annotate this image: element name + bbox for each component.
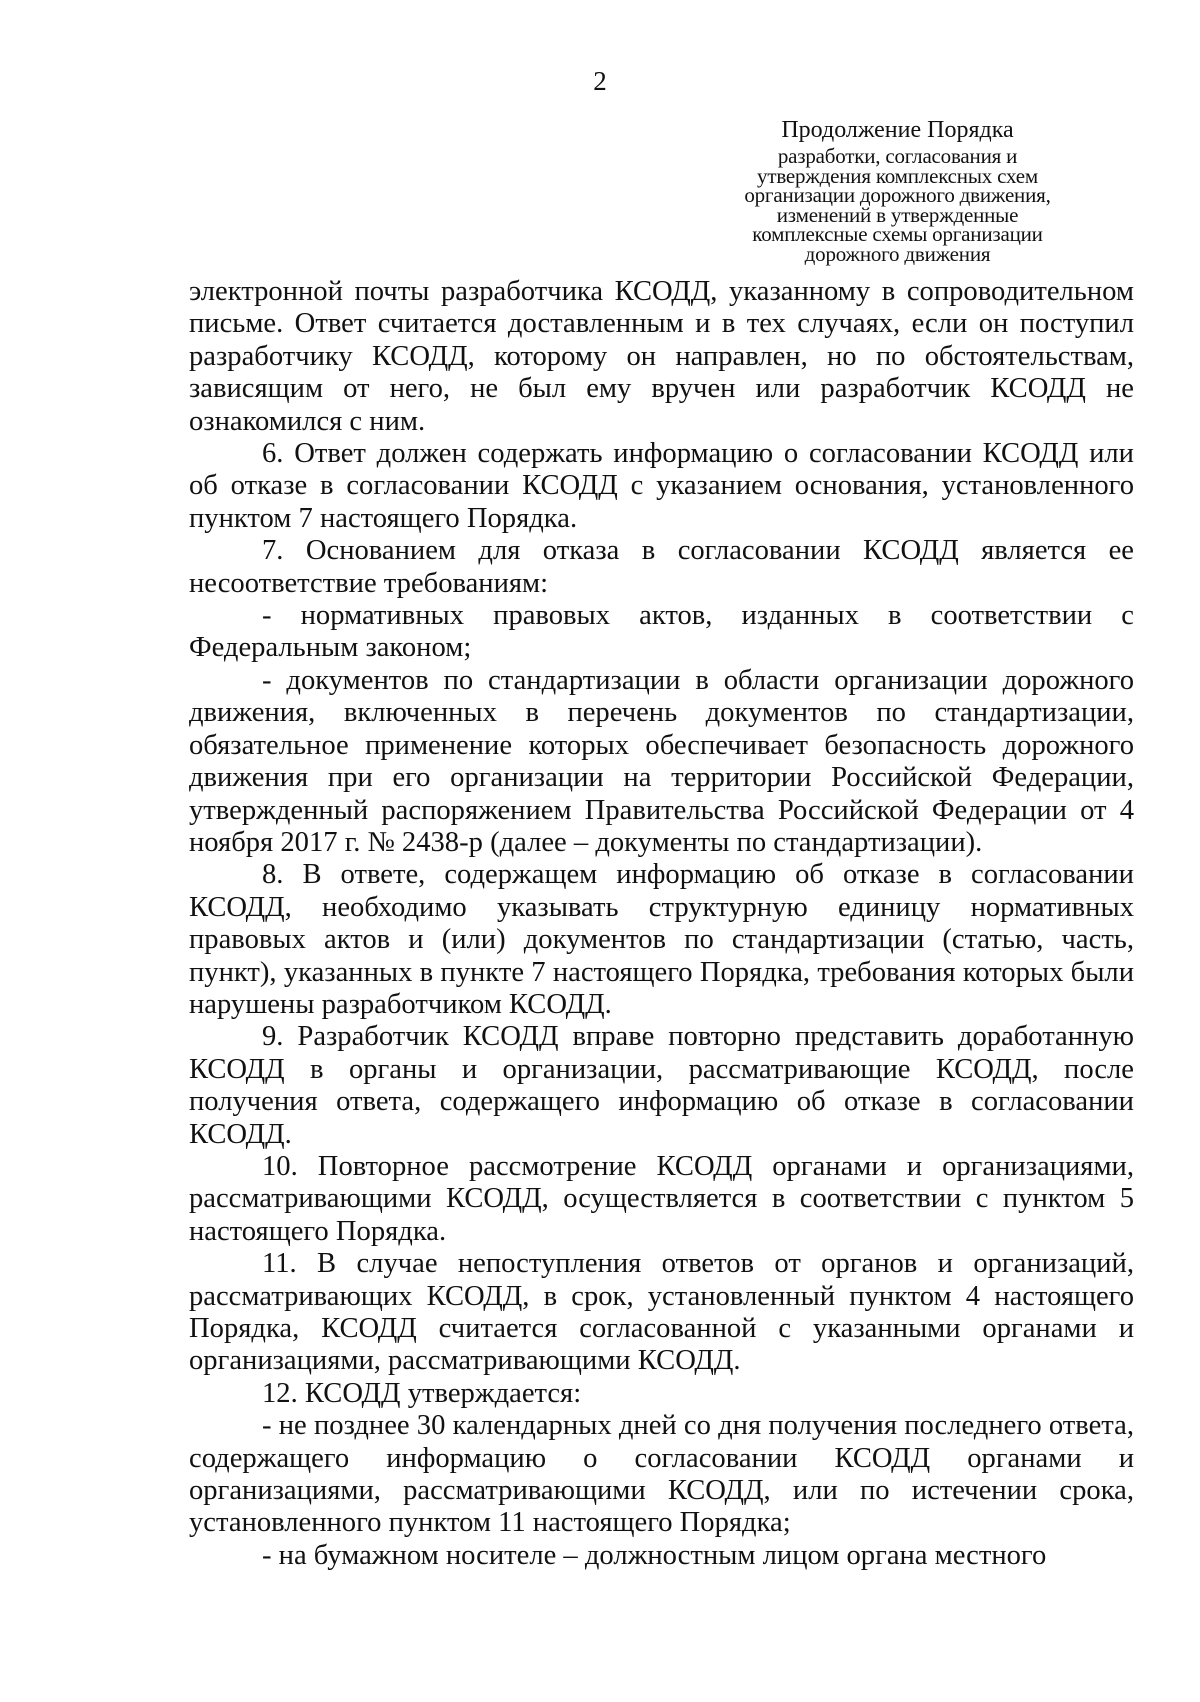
paragraph-item-8: 8. В ответе, содержащем информацию об отказе в согласовании КСОДД, необходимо указывать структурную единицу нормативных правовых актов и (или) документов по стандартизации (статью, часть, пункт), указанных в пункте 7 настоящего Порядка, требования которых были нарушены разработчиком КСОДД.: [189, 859, 1134, 1020]
document-header: [725, 116, 1070, 264]
paragraph-bullet: - на бумажном носителе – должностным лицом органа местного: [262, 1539, 1047, 1571]
page-number: 2: [593, 66, 607, 96]
paragraph-item-10: 10. Повторное рассмотрение КСОДД органами и организациями, рассматривающими КСОДД, осуществляется в соответствии с пунктом 5 настоящего Порядка.: [189, 1150, 1134, 1247]
paragraph-item-12: 12. КСОДД утверждается:: [262, 1377, 582, 1409]
header-line: разработки, согласования и: [777, 144, 1018, 168]
paragraph-item-9: 9. Разработчик КСОДД вправе повторно представить доработанную КСОДД в органы и организации, рассматривающие КСОДД, после получения ответа, содержащего информацию об отказе в согласовании КСОДД.: [189, 1021, 1134, 1150]
paragraph-item-11: 11. В случае непоступления ответов от органов и организаций, рассматривающих КСОДД, в срок, установленный пунктом 4 настоящего Порядка, КСОДД считается согласованной с указанными органами и организациями, рассматривающими КСОДД.: [189, 1248, 1134, 1377]
header-title: Продолжение Порядка: [781, 117, 1014, 143]
header-line: дорожного движения: [804, 241, 991, 266]
paragraph-bullet: - документов по стандартизации в области организации дорожного движения, включенных в перечень документов по стандартизации, обязательное применение которых обеспечивает безопасность дорожного движения при его организации на территории Российской Федерации, утвержденный распоряжением Правительства Российской Федерации от 4 ноября 2017 г. № 2438-р (далее – документы по стандартизации).: [189, 664, 1134, 858]
header-line: организации дорожного движения,: [744, 183, 1051, 207]
paragraph-item-7: 7. Основанием для отказа в согласовании КСОДД является ее несоответствие требованиям:: [189, 535, 1134, 599]
paragraph-bullet: - нормативных правовых актов, изданных в соответствии с Федеральным законом;: [189, 600, 1134, 664]
header-line: комплексные схемы организации: [752, 222, 1043, 246]
header-line: утверждения комплексных схем: [757, 163, 1038, 188]
paragraph-continuation: электронной почты разработчика КСОДД, указанному в сопроводительном письме. Ответ считается доставленным и в тех случаях, если он поступил разработчику КСОДД, которому он направлен, но по обстоятельствам, зависящим от него, не был ему вручен или разработчик КСОДД не ознакомился с ним.: [189, 276, 1134, 437]
document-body: [189, 276, 1134, 1572]
header-line: изменений в утвержденные: [776, 202, 1019, 227]
paragraph-item-6: 6. Ответ должен содержать информацию о согласовании КСОДД или об отказе в согласовании КСОДД с указанием основания, установленного пунктом 7 настоящего Порядка.: [189, 438, 1134, 534]
paragraph-bullet: - не позднее 30 календарных дней со дня получения последнего ответа, содержащего информацию о согласовании КСОДД органами и организациями, рассматривающими КСОДД, или по истечении срока, установленного пунктом 11 настоящего Порядка;: [189, 1410, 1134, 1539]
